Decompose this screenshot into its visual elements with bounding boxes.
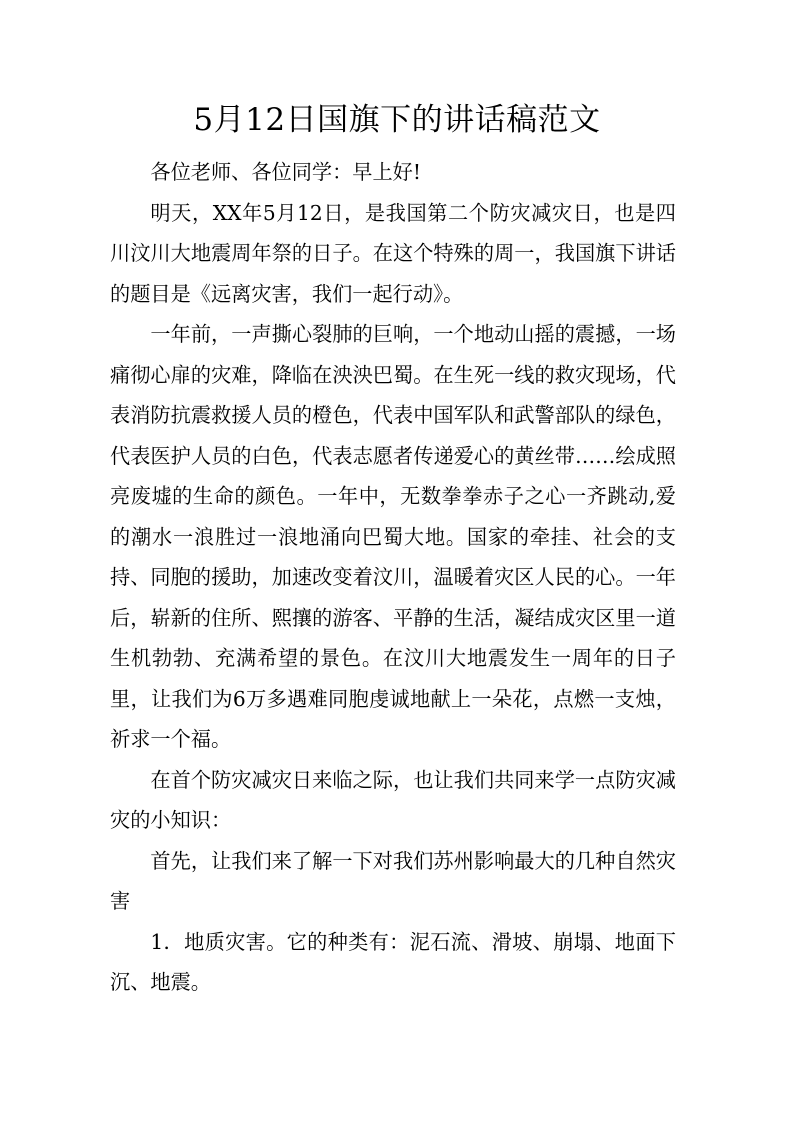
paragraph-intro: 明天，XX年5月12日，是我国第二个防灾减灾日，也是四川汶川大地震周年祭的日子。在这个特殊的周一，我国旗下讲话的题目是《远离灾害，我们一起行动》。: [110, 200, 676, 306]
document-body: [110, 152, 676, 1003]
paragraph-geologic-disasters: 1．地质灾害。它的种类有：泥石流、滑坡、崩塌、地面下沉、地震。: [110, 929, 676, 994]
document-title: 5月12日国旗下的讲话稿范文: [193, 102, 601, 138]
paragraph-greeting: 各位老师、各位同学：早上好!: [150, 160, 421, 184]
paragraph-memorial: 一年前，一声撕心裂肺的巨响，一个地动山摇的震撼，一场痛彻心扉的灾难，降临在泱泱巴蜀。在生死一线的救灾现场，代表消防抗震救援人员的橙色，代表中国军队和武警部队的绿色，代表医护人员的白色，代表志愿者传递爱心的黄丝带……绘成照亮废墟的生命的颜色。一年中，无数拳拳赤子之心一齐跳动,爱的潮水一浪胜过一浪地涌向巴蜀大地。国家的牵挂、社会的支持、同胞的援助，加速改变着汶川，温暖着灾区人民的心。一年后，崭新的住所、熙攘的游客、平静的生活，凝结成灾区里一道生机勃勃、充满希望的景色。在汶川大地震发生一周年的日子里，让我们为6万多遇难同胞虔诚地献上一朵花，点燃一支烛，祈求一个福。: [110, 322, 676, 751]
paragraph-disasters-intro: 首先，让我们来了解一下对我们苏州影响最大的几种自然灾害: [110, 848, 676, 913]
paragraph-knowledge-intro: 在首个防灾减灾日来临之际，也让我们共同来学一点防灾减灾的小知识：: [110, 767, 676, 832]
